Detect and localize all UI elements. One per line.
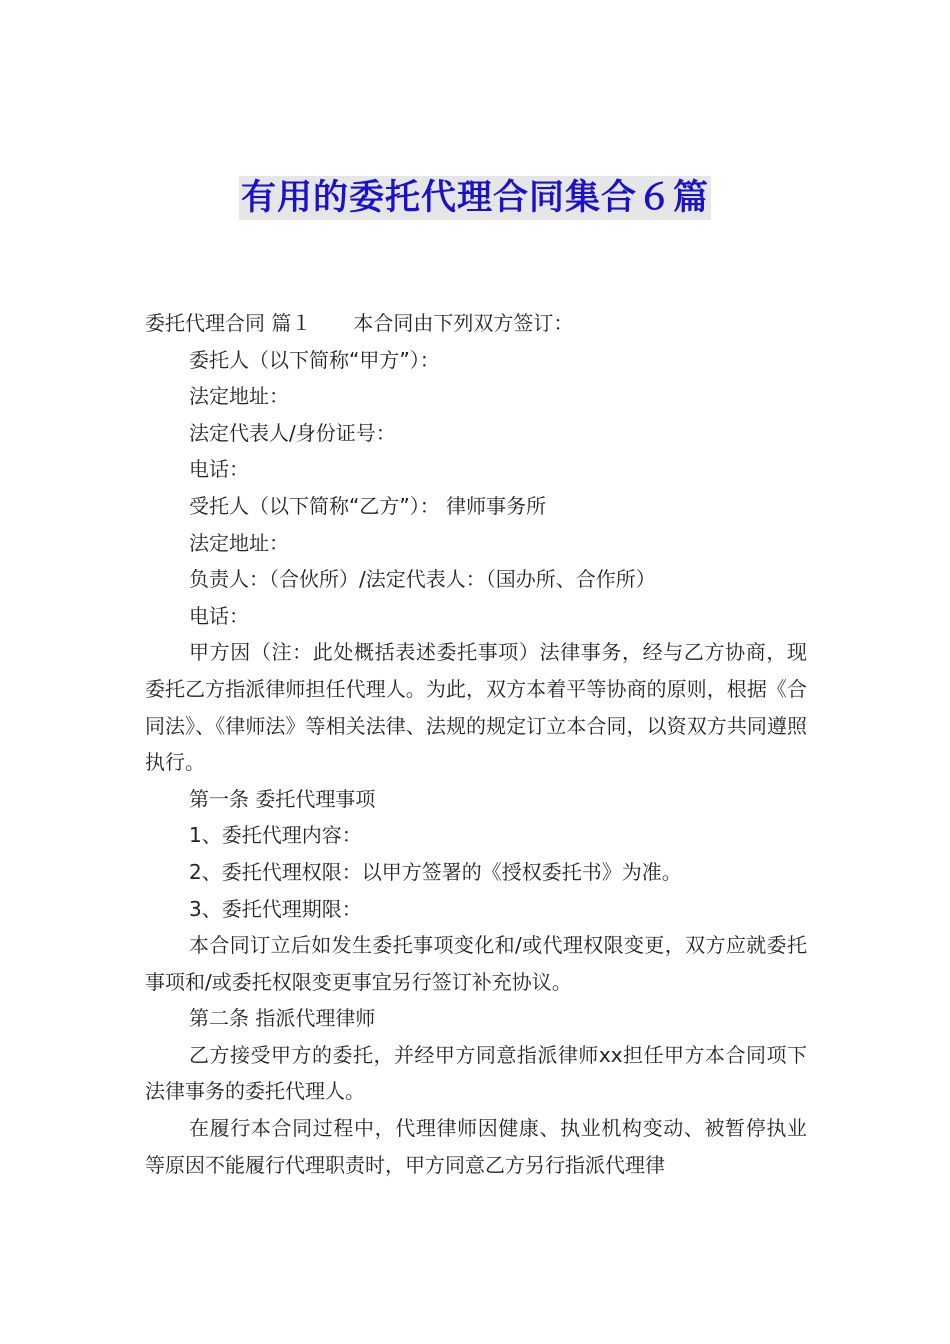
article-item: 3、委托代理期限： (189, 896, 362, 921)
contract-heading: 委托代理合同 篇１ (145, 311, 312, 335)
paragraph-article1: 本合同订立后如发生委托事项变化和/或代理权限变更，双方应就委托事项和/或委托权限变更事宜另行签订补充协议。 (145, 933, 807, 994)
party-line: 法定代表人/身份证号： (189, 420, 396, 445)
article-item: 1、委托代理内容： (189, 823, 362, 848)
article-heading: 第二条 指派代理律师 (189, 1006, 376, 1031)
intro-line (145, 305, 807, 342)
party-line: 受托人（以下简称“乙方”）： 律师事务所 (189, 493, 547, 518)
party-line: 法定地址： (189, 530, 289, 555)
document-body (145, 305, 807, 1183)
paragraph-article2-2: 在履行本合同过程中，代理律师因健康、执业机构变动、被暂停执业等原因不能履行代理职责时，甲方同意乙方另行指派代理律 (145, 1116, 807, 1177)
party-line: 委托人（以下简称“甲方”）： (189, 347, 440, 372)
article-item: 2、委托代理权限：以甲方签署的《授权委托书》为准。 (189, 859, 682, 884)
party-line: 电话： (189, 457, 249, 482)
party-line: 电话： (189, 603, 249, 628)
document-title: 有用的委托代理合同集合６篇 (240, 178, 709, 218)
article-heading: 第一条 委托代理事项 (189, 786, 376, 811)
paragraph-purpose: 甲方因（注：此处概括表述委托事项）法律事务，经与乙方协商，现委托乙方指派律师担任代理人。为此，双方本着平等协商的原则，根据《合同法》、《律师法》等相关法律、法规的规定订立本合同，以资双方共同遵照执行。 (145, 640, 807, 775)
title-wrap (0, 176, 950, 220)
party-line: 法定地址： (189, 384, 289, 409)
party-line: 负责人：（合伙所）/法定代表人：（国办所、合作所） (189, 567, 656, 592)
intro-text: 本合同由下列双方签订： (353, 311, 574, 335)
paragraph-article2-1: 乙方接受甲方的委托，并经甲方同意指派律师xx担任甲方本合同项下法律事务的委托代理人。 (145, 1042, 807, 1104)
